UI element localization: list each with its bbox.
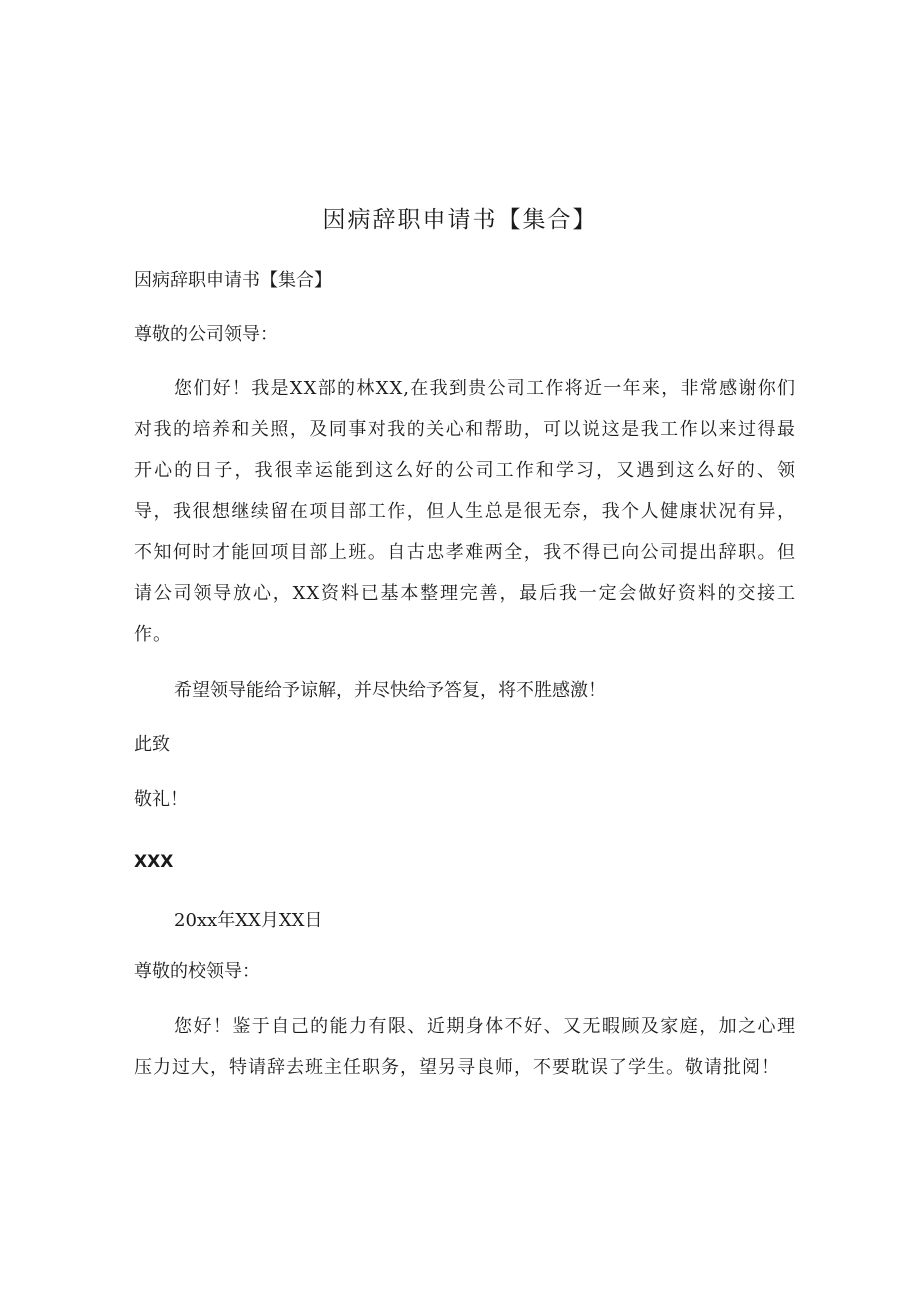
letter1-date: 20xx年XX月XX日 (174, 910, 323, 931)
letter1-signature: XXX (134, 852, 174, 872)
document-subtitle: 因病辞职申请书【集合】 (134, 270, 332, 291)
letter1-salutation: 尊敬的公司领导： (134, 324, 278, 345)
letter1-body: 您们好！我是XX部的林XX,在我到贵公司工作将近一年来，非常感谢你们对我的培养和关照，及同事对我的关心和帮助，可以说这是我工作以来过得最开心的日子，我很幸运能到这么好的公司工作和学习，又遇到这么好的、领导，我很想继续留在项目部工作，但人生总是很无奈，我个人健康状况有异，不知何时才能回项目部上班。自古忠孝难两全，我不得已向公司提出辞职。但请公司领导放心，XX资料已基本整理完善，最后我一定会做好资料的交接工作。 (134, 378, 796, 645)
letter1-hope: 希望领导能给予谅解，并尽快给予答复，将不胜感激！ (174, 680, 606, 701)
letter2-salutation: 尊敬的校领导： (134, 961, 260, 982)
letter1-closing-1: 此致 (134, 734, 170, 755)
letter2-body: 您好！鉴于自己的能力有限、近期身体不好、又无暇顾及家庭，加之心理压力过大，特请辞去班主任职务，望另寻良师，不要耽误了学生。敬请批阅！ (134, 1016, 796, 1078)
letter1-closing-2: 敬礼！ (134, 789, 188, 810)
document-title: 因病辞职申请书【集合】 (322, 207, 598, 233)
